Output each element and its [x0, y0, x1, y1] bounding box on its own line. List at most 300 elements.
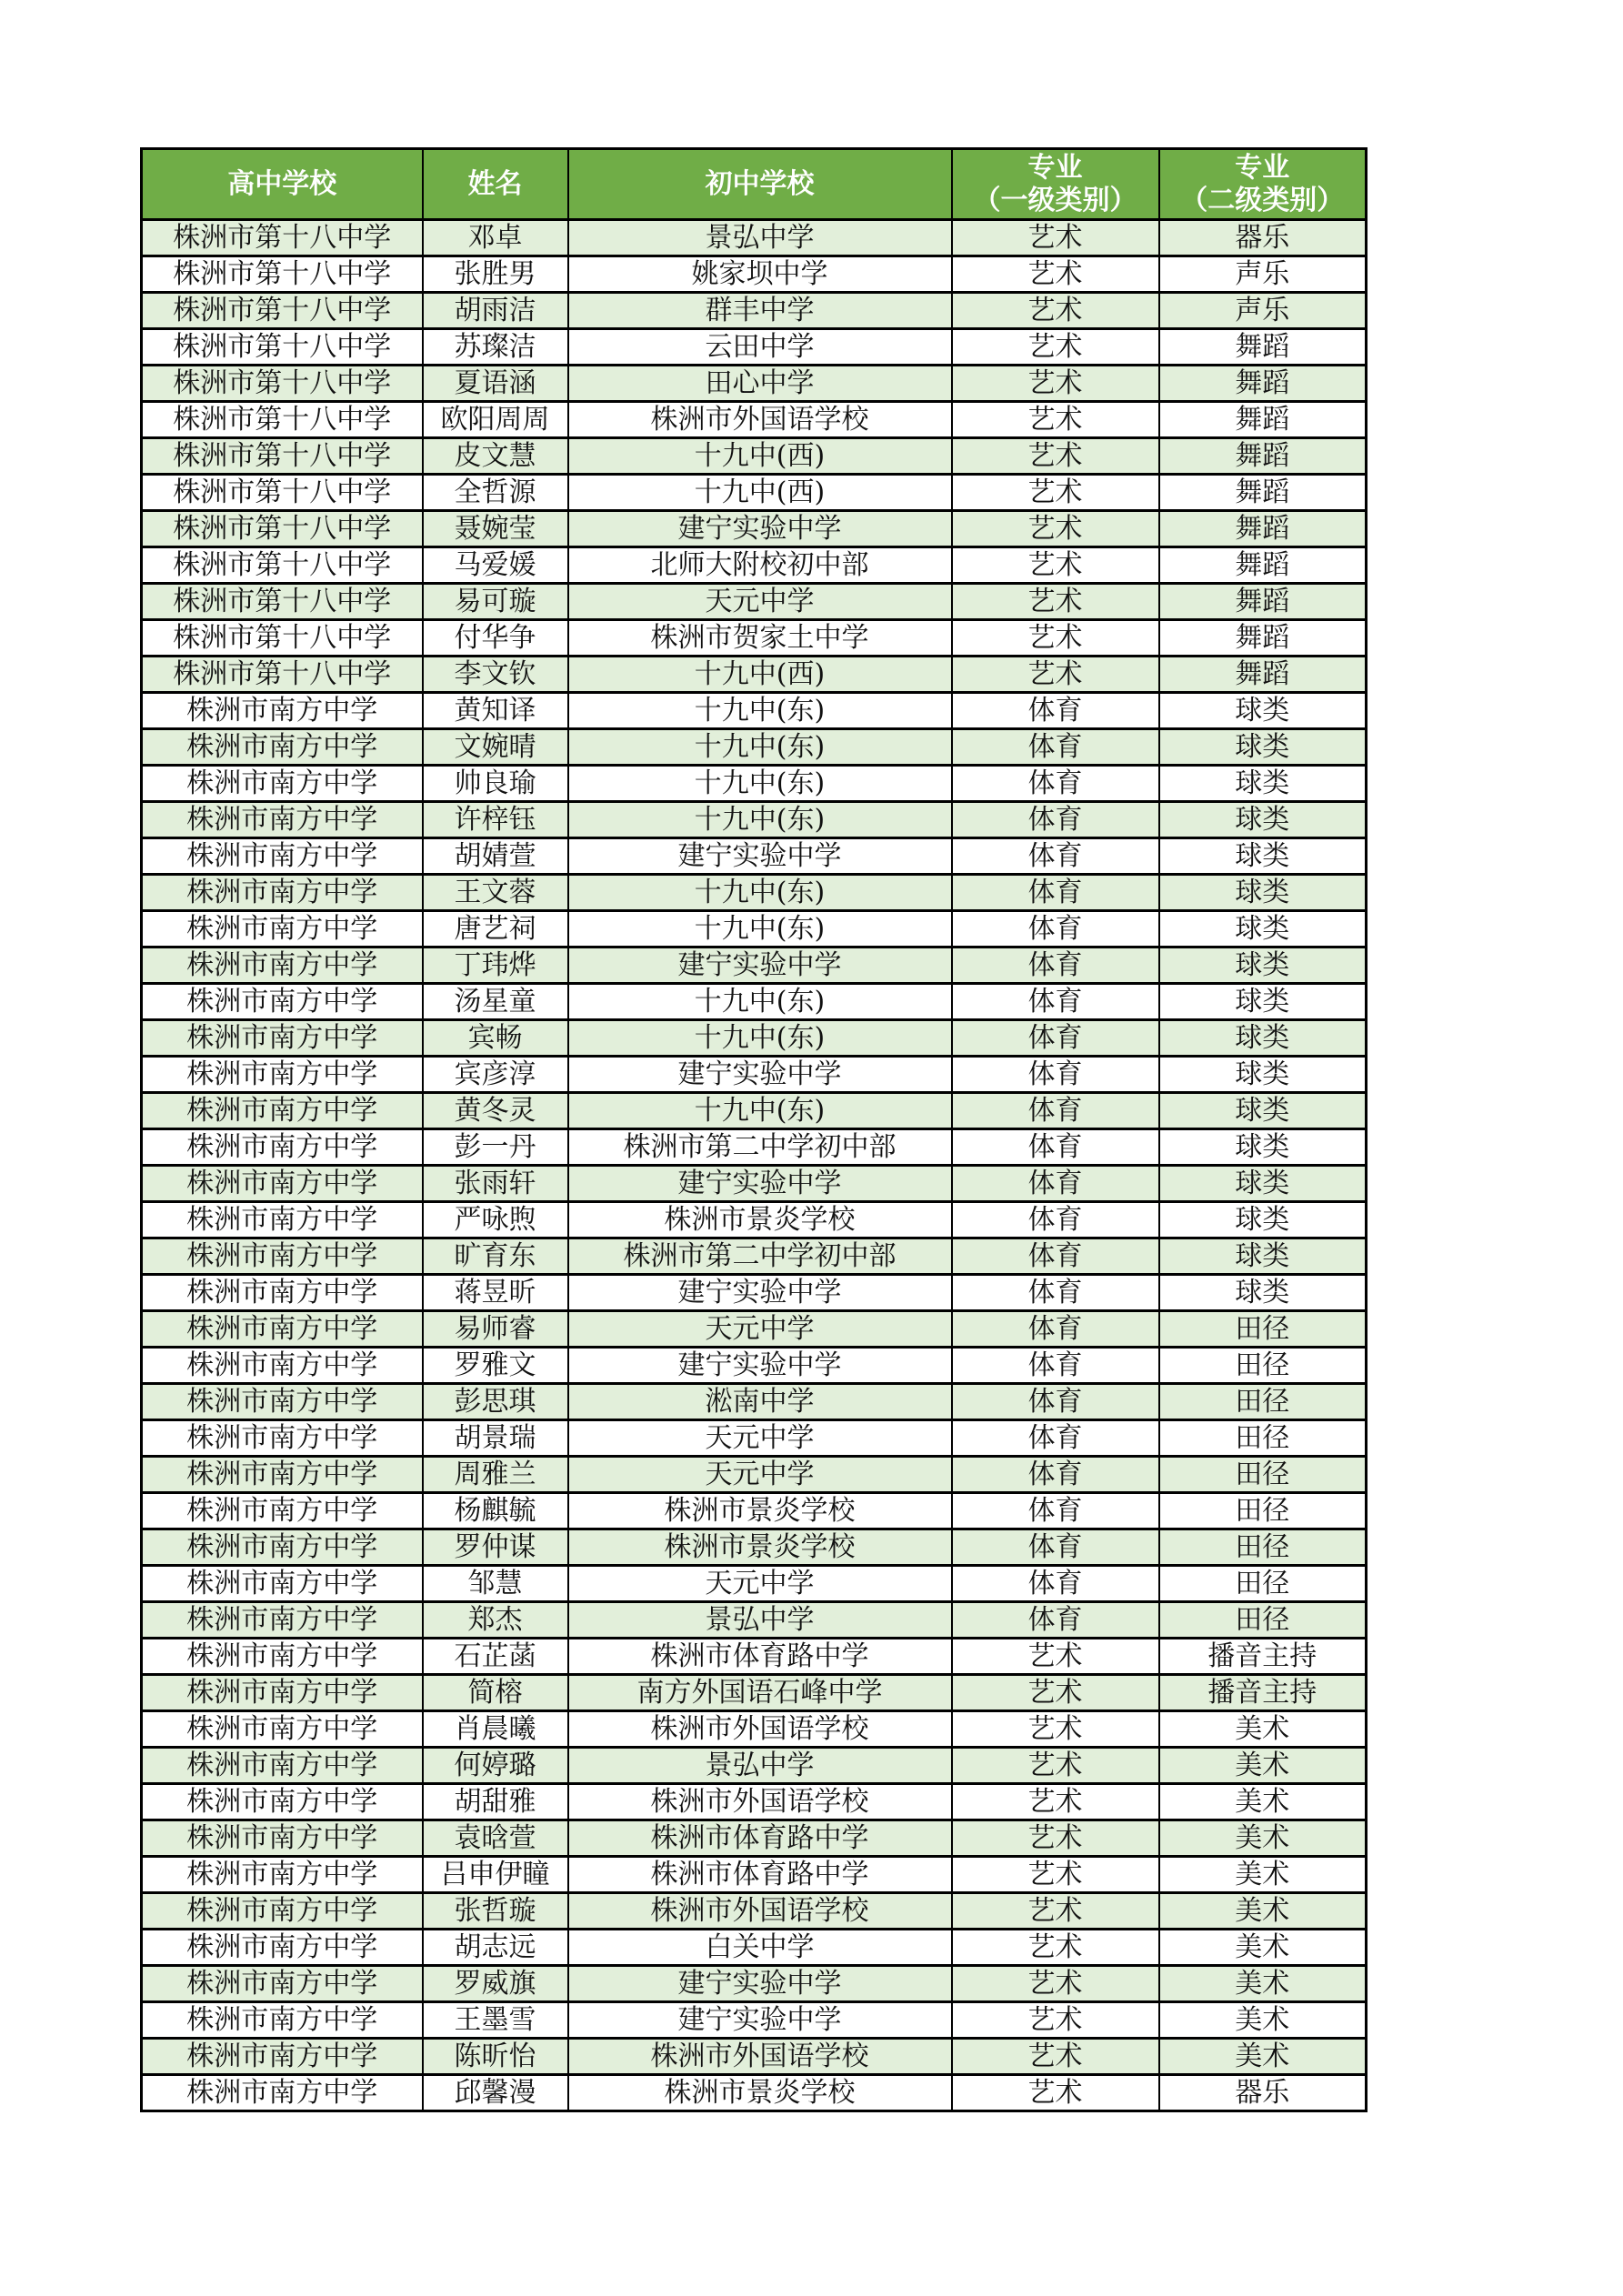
table-row: [142, 256, 1367, 293]
cell-student-name: 袁晗萱: [423, 1820, 568, 1857]
cell-major-level2: 球类: [1159, 1275, 1367, 1311]
cell-major-level2: 田径: [1159, 1457, 1367, 1493]
header-label: 专业: [1027, 151, 1083, 184]
cell-high-school: 株洲市南方中学: [142, 1348, 423, 1384]
table-row: [142, 1202, 1367, 1238]
table-row: [142, 947, 1367, 984]
table-row: [142, 984, 1367, 1020]
cell-major-level1: 艺术: [952, 620, 1159, 657]
table-row: [142, 293, 1367, 329]
cell-major-level2: 美术: [1159, 1930, 1367, 1966]
cell-student-name: 黄冬灵: [423, 1093, 568, 1129]
cell-junior-school: 株洲市外国语学校: [568, 1784, 952, 1820]
table-row: [142, 1093, 1367, 1129]
cell-major-level2: 田径: [1159, 1384, 1367, 1420]
cell-major-level1: 艺术: [952, 1857, 1159, 1893]
table-row: [142, 2002, 1367, 2039]
cell-high-school: 株洲市南方中学: [142, 1020, 423, 1057]
cell-high-school: 株洲市第十八中学: [142, 657, 423, 693]
cell-junior-school: 株洲市体育路中学: [568, 1639, 952, 1675]
cell-high-school: 株洲市南方中学: [142, 1602, 423, 1639]
cell-major-level2: 舞蹈: [1159, 657, 1367, 693]
cell-high-school: 株洲市南方中学: [142, 1166, 423, 1202]
table-row: [142, 438, 1367, 475]
cell-major-level2: 球类: [1159, 1166, 1367, 1202]
cell-major-level1: 艺术: [952, 402, 1159, 438]
cell-major-level1: 体育: [952, 1202, 1159, 1238]
cell-junior-school: 建宁实验中学: [568, 1275, 952, 1311]
table-row: [142, 875, 1367, 911]
table-row: [142, 584, 1367, 620]
cell-major-level2: 球类: [1159, 1129, 1367, 1166]
cell-junior-school: 建宁实验中学: [568, 2002, 952, 2039]
table-row: [142, 1784, 1367, 1820]
table-row: [142, 402, 1367, 438]
cell-student-name: 丁玮烨: [423, 947, 568, 984]
cell-junior-school: 景弘中学: [568, 220, 952, 256]
cell-junior-school: 十九中(西): [568, 657, 952, 693]
cell-student-name: 陈昕怡: [423, 2039, 568, 2075]
cell-major-level1: 艺术: [952, 657, 1159, 693]
cell-high-school: 株洲市第十八中学: [142, 220, 423, 256]
cell-student-name: 李文钦: [423, 657, 568, 693]
cell-major-level2: 舞蹈: [1159, 438, 1367, 475]
table-row: [142, 1675, 1367, 1711]
table-row: [142, 1348, 1367, 1384]
table-row: [142, 329, 1367, 366]
table-row: [142, 1529, 1367, 1566]
cell-major-level1: 体育: [952, 1238, 1159, 1275]
table-row: [142, 1820, 1367, 1857]
cell-junior-school: 十九中(东): [568, 766, 952, 802]
cell-major-level2: 器乐: [1159, 2075, 1367, 2111]
cell-student-name: 郑杰: [423, 1602, 568, 1639]
cell-junior-school: 十九中(东): [568, 875, 952, 911]
cell-junior-school: 北师大附校初中部: [568, 547, 952, 584]
cell-junior-school: 株洲市贺家土中学: [568, 620, 952, 657]
cell-major-level2: 田径: [1159, 1529, 1367, 1566]
cell-major-level2: 田径: [1159, 1566, 1367, 1602]
cell-junior-school: 十九中(西): [568, 438, 952, 475]
cell-student-name: 黄知译: [423, 693, 568, 729]
cell-high-school: 株洲市南方中学: [142, 1202, 423, 1238]
cell-major-level1: 体育: [952, 1529, 1159, 1566]
cell-student-name: 唐艺祠: [423, 911, 568, 947]
header-label: 姓名: [467, 167, 523, 200]
cell-student-name: 张哲璇: [423, 1893, 568, 1930]
table-row: [142, 1238, 1367, 1275]
table-row: [142, 1857, 1367, 1893]
cell-student-name: 张雨轩: [423, 1166, 568, 1202]
cell-junior-school: 建宁实验中学: [568, 1057, 952, 1093]
cell-major-level1: 艺术: [952, 2075, 1159, 2111]
table-row: [142, 220, 1367, 256]
cell-student-name: 石芷菡: [423, 1639, 568, 1675]
cell-junior-school: 十九中(东): [568, 911, 952, 947]
cell-major-level1: 体育: [952, 766, 1159, 802]
cell-major-level1: 艺术: [952, 1748, 1159, 1784]
cell-student-name: 严咏煦: [423, 1202, 568, 1238]
cell-student-name: 罗仲谋: [423, 1529, 568, 1566]
cell-major-level2: 舞蹈: [1159, 584, 1367, 620]
cell-student-name: 胡甜雅: [423, 1784, 568, 1820]
cell-student-name: 罗威旗: [423, 1966, 568, 2002]
cell-student-name: 吕申伊瞳: [423, 1857, 568, 1893]
admissions-table: [140, 147, 1368, 2112]
header-name: [423, 149, 568, 220]
table-body: [142, 220, 1367, 2111]
cell-high-school: 株洲市南方中学: [142, 1857, 423, 1893]
header-sublabel: （二级类别）: [1180, 184, 1345, 216]
cell-student-name: 欧阳周周: [423, 402, 568, 438]
cell-major-level1: 艺术: [952, 475, 1159, 511]
table-row: [142, 911, 1367, 947]
cell-major-level1: 体育: [952, 1420, 1159, 1457]
cell-junior-school: 天元中学: [568, 1457, 952, 1493]
cell-major-level2: 舞蹈: [1159, 511, 1367, 547]
header-junior-school: [568, 149, 952, 220]
cell-high-school: 株洲市南方中学: [142, 911, 423, 947]
cell-student-name: 王文蓉: [423, 875, 568, 911]
table-row: [142, 693, 1367, 729]
cell-student-name: 邓卓: [423, 220, 568, 256]
cell-major-level1: 体育: [952, 802, 1159, 838]
cell-high-school: 株洲市南方中学: [142, 1057, 423, 1093]
cell-student-name: 彭一丹: [423, 1129, 568, 1166]
cell-student-name: 胡志远: [423, 1930, 568, 1966]
table-row: [142, 1748, 1367, 1784]
cell-major-level1: 体育: [952, 875, 1159, 911]
cell-student-name: 旷育东: [423, 1238, 568, 1275]
table-row: [142, 1639, 1367, 1675]
cell-major-level2: 美术: [1159, 1820, 1367, 1857]
cell-major-level2: 田径: [1159, 1493, 1367, 1529]
cell-student-name: 周雅兰: [423, 1457, 568, 1493]
cell-high-school: 株洲市第十八中学: [142, 584, 423, 620]
cell-major-level1: 体育: [952, 1602, 1159, 1639]
cell-high-school: 株洲市南方中学: [142, 1711, 423, 1748]
header-major-level1: [952, 149, 1159, 220]
cell-major-level1: 体育: [952, 693, 1159, 729]
cell-high-school: 株洲市南方中学: [142, 1893, 423, 1930]
cell-junior-school: 田心中学: [568, 366, 952, 402]
cell-junior-school: 株洲市景炎学校: [568, 2075, 952, 2111]
table-row: [142, 838, 1367, 875]
cell-student-name: 邹慧: [423, 1566, 568, 1602]
cell-student-name: 彭思琪: [423, 1384, 568, 1420]
cell-junior-school: 十九中(西): [568, 475, 952, 511]
cell-student-name: 杨麒毓: [423, 1493, 568, 1529]
cell-high-school: 株洲市南方中学: [142, 1529, 423, 1566]
cell-high-school: 株洲市南方中学: [142, 984, 423, 1020]
cell-junior-school: 建宁实验中学: [568, 1348, 952, 1384]
cell-major-level1: 艺术: [952, 1784, 1159, 1820]
cell-student-name: 帅良瑜: [423, 766, 568, 802]
cell-high-school: 株洲市第十八中学: [142, 620, 423, 657]
table-row: [142, 1420, 1367, 1457]
cell-junior-school: 株洲市体育路中学: [568, 1820, 952, 1857]
cell-student-name: 邱馨漫: [423, 2075, 568, 2111]
cell-major-level1: 艺术: [952, 366, 1159, 402]
table-header: [142, 149, 1367, 220]
cell-major-level1: 体育: [952, 1020, 1159, 1057]
cell-junior-school: 云田中学: [568, 329, 952, 366]
cell-major-level1: 艺术: [952, 1966, 1159, 2002]
cell-major-level2: 球类: [1159, 1020, 1367, 1057]
cell-junior-school: 株洲市第二中学初中部: [568, 1238, 952, 1275]
cell-high-school: 株洲市南方中学: [142, 802, 423, 838]
cell-high-school: 株洲市南方中学: [142, 1639, 423, 1675]
cell-junior-school: 建宁实验中学: [568, 511, 952, 547]
cell-major-level2: 田径: [1159, 1420, 1367, 1457]
cell-major-level2: 球类: [1159, 693, 1367, 729]
table-row: [142, 1311, 1367, 1348]
cell-student-name: 易可璇: [423, 584, 568, 620]
table-row: [142, 802, 1367, 838]
cell-high-school: 株洲市南方中学: [142, 1129, 423, 1166]
cell-high-school: 株洲市第十八中学: [142, 475, 423, 511]
cell-major-level2: 舞蹈: [1159, 402, 1367, 438]
cell-high-school: 株洲市第十八中学: [142, 547, 423, 584]
cell-junior-school: 十九中(东): [568, 1020, 952, 1057]
cell-major-level1: 艺术: [952, 438, 1159, 475]
cell-major-level2: 美术: [1159, 2039, 1367, 2075]
cell-student-name: 宾彦淳: [423, 1057, 568, 1093]
cell-high-school: 株洲市南方中学: [142, 1238, 423, 1275]
cell-major-level2: 舞蹈: [1159, 329, 1367, 366]
cell-student-name: 胡景瑞: [423, 1420, 568, 1457]
cell-high-school: 株洲市第十八中学: [142, 293, 423, 329]
cell-major-level1: 体育: [952, 838, 1159, 875]
cell-major-level1: 艺术: [952, 1675, 1159, 1711]
cell-junior-school: 南方外国语石峰中学: [568, 1675, 952, 1711]
table-row: [142, 1166, 1367, 1202]
cell-major-level1: 体育: [952, 1311, 1159, 1348]
cell-junior-school: 天元中学: [568, 584, 952, 620]
cell-major-level2: 声乐: [1159, 293, 1367, 329]
header-label: 高中学校: [227, 167, 337, 200]
cell-high-school: 株洲市南方中学: [142, 838, 423, 875]
cell-junior-school: 株洲市景炎学校: [568, 1202, 952, 1238]
cell-student-name: 文婉晴: [423, 729, 568, 766]
table-row: [142, 1893, 1367, 1930]
cell-major-level2: 球类: [1159, 1238, 1367, 1275]
table-row: [142, 1966, 1367, 2002]
cell-major-level2: 球类: [1159, 766, 1367, 802]
cell-high-school: 株洲市第十八中学: [142, 511, 423, 547]
cell-student-name: 夏语涵: [423, 366, 568, 402]
header-major-level2: [1159, 149, 1367, 220]
cell-major-level1: 艺术: [952, 1820, 1159, 1857]
cell-high-school: 株洲市南方中学: [142, 766, 423, 802]
cell-major-level1: 艺术: [952, 2039, 1159, 2075]
cell-high-school: 株洲市南方中学: [142, 2002, 423, 2039]
header-high-school: [142, 149, 423, 220]
cell-junior-school: 建宁实验中学: [568, 838, 952, 875]
cell-major-level2: 美术: [1159, 1784, 1367, 1820]
table-row: [142, 1020, 1367, 1057]
cell-junior-school: 天元中学: [568, 1420, 952, 1457]
cell-major-level2: 球类: [1159, 875, 1367, 911]
cell-major-level2: 球类: [1159, 1202, 1367, 1238]
cell-junior-school: 十九中(东): [568, 1093, 952, 1129]
cell-high-school: 株洲市南方中学: [142, 1457, 423, 1493]
cell-junior-school: 天元中学: [568, 1311, 952, 1348]
table-row: [142, 2039, 1367, 2075]
cell-high-school: 株洲市南方中学: [142, 1820, 423, 1857]
cell-student-name: 罗雅文: [423, 1348, 568, 1384]
cell-major-level1: 艺术: [952, 1893, 1159, 1930]
cell-student-name: 皮文慧: [423, 438, 568, 475]
cell-major-level2: 舞蹈: [1159, 366, 1367, 402]
cell-junior-school: 十九中(东): [568, 693, 952, 729]
cell-high-school: 株洲市南方中学: [142, 1566, 423, 1602]
cell-major-level2: 田径: [1159, 1602, 1367, 1639]
cell-major-level1: 艺术: [952, 220, 1159, 256]
table-row: [142, 366, 1367, 402]
cell-junior-school: 株洲市体育路中学: [568, 1857, 952, 1893]
table-row: [142, 1384, 1367, 1420]
cell-high-school: 株洲市南方中学: [142, 1748, 423, 1784]
cell-student-name: 肖晨曦: [423, 1711, 568, 1748]
cell-major-level2: 球类: [1159, 1093, 1367, 1129]
cell-high-school: 株洲市南方中学: [142, 1675, 423, 1711]
header-row: [142, 149, 1367, 220]
cell-junior-school: 十九中(东): [568, 984, 952, 1020]
cell-major-level1: 体育: [952, 911, 1159, 947]
cell-junior-school: 建宁实验中学: [568, 1966, 952, 2002]
cell-student-name: 全哲源: [423, 475, 568, 511]
cell-student-name: 简榕: [423, 1675, 568, 1711]
cell-major-level1: 艺术: [952, 329, 1159, 366]
cell-major-level2: 舞蹈: [1159, 547, 1367, 584]
cell-student-name: 汤星童: [423, 984, 568, 1020]
cell-major-level2: 球类: [1159, 947, 1367, 984]
cell-student-name: 王墨雪: [423, 2002, 568, 2039]
cell-high-school: 株洲市第十八中学: [142, 329, 423, 366]
table-row: [142, 657, 1367, 693]
table-row: [142, 475, 1367, 511]
cell-student-name: 聂婉莹: [423, 511, 568, 547]
cell-student-name: 付华争: [423, 620, 568, 657]
cell-major-level1: 体育: [952, 1348, 1159, 1384]
cell-major-level2: 美术: [1159, 1748, 1367, 1784]
cell-junior-school: 建宁实验中学: [568, 947, 952, 984]
cell-major-level2: 器乐: [1159, 220, 1367, 256]
table-row: [142, 2075, 1367, 2111]
header-sublabel: （一级类别）: [973, 184, 1137, 216]
cell-high-school: 株洲市第十八中学: [142, 438, 423, 475]
header-label: 专业: [1235, 151, 1290, 184]
cell-major-level2: 田径: [1159, 1311, 1367, 1348]
cell-student-name: 马爱媛: [423, 547, 568, 584]
cell-major-level2: 美术: [1159, 1711, 1367, 1748]
table-row: [142, 1930, 1367, 1966]
table-row: [142, 1711, 1367, 1748]
cell-junior-school: 天元中学: [568, 1566, 952, 1602]
cell-major-level1: 体育: [952, 984, 1159, 1020]
cell-high-school: 株洲市南方中学: [142, 1275, 423, 1311]
cell-high-school: 株洲市第十八中学: [142, 366, 423, 402]
table-row: [142, 1493, 1367, 1529]
cell-student-name: 胡婧萱: [423, 838, 568, 875]
cell-major-level1: 体育: [952, 1493, 1159, 1529]
cell-major-level1: 体育: [952, 729, 1159, 766]
cell-major-level1: 艺术: [952, 1639, 1159, 1675]
cell-major-level1: 体育: [952, 1457, 1159, 1493]
cell-major-level2: 美术: [1159, 1857, 1367, 1893]
table-row: [142, 1566, 1367, 1602]
cell-high-school: 株洲市南方中学: [142, 1966, 423, 2002]
cell-major-level1: 艺术: [952, 1711, 1159, 1748]
cell-major-level2: 播音主持: [1159, 1639, 1367, 1675]
cell-major-level1: 体育: [952, 1566, 1159, 1602]
cell-high-school: 株洲市南方中学: [142, 1093, 423, 1129]
cell-major-level2: 美术: [1159, 1966, 1367, 2002]
cell-junior-school: 株洲市外国语学校: [568, 2039, 952, 2075]
cell-student-name: 何婷璐: [423, 1748, 568, 1784]
cell-major-level1: 艺术: [952, 1930, 1159, 1966]
cell-major-level1: 艺术: [952, 547, 1159, 584]
cell-high-school: 株洲市南方中学: [142, 1930, 423, 1966]
cell-major-level2: 球类: [1159, 911, 1367, 947]
cell-student-name: 胡雨洁: [423, 293, 568, 329]
cell-high-school: 株洲市南方中学: [142, 1384, 423, 1420]
cell-major-level1: 体育: [952, 1057, 1159, 1093]
table-row: [142, 1057, 1367, 1093]
cell-major-level1: 体育: [952, 1275, 1159, 1311]
cell-major-level2: 田径: [1159, 1348, 1367, 1384]
cell-major-level2: 美术: [1159, 2002, 1367, 2039]
table-row: [142, 729, 1367, 766]
cell-junior-school: 株洲市景炎学校: [568, 1493, 952, 1529]
cell-high-school: 株洲市南方中学: [142, 947, 423, 984]
cell-major-level2: 播音主持: [1159, 1675, 1367, 1711]
cell-major-level1: 体育: [952, 1129, 1159, 1166]
table-row: [142, 1275, 1367, 1311]
cell-junior-school: 株洲市景炎学校: [568, 1529, 952, 1566]
cell-major-level2: 美术: [1159, 1893, 1367, 1930]
cell-junior-school: 株洲市第二中学初中部: [568, 1129, 952, 1166]
cell-major-level2: 球类: [1159, 984, 1367, 1020]
cell-junior-school: 十九中(东): [568, 802, 952, 838]
cell-high-school: 株洲市南方中学: [142, 875, 423, 911]
cell-high-school: 株洲市南方中学: [142, 729, 423, 766]
cell-major-level1: 体育: [952, 1093, 1159, 1129]
cell-junior-school: 群丰中学: [568, 293, 952, 329]
cell-major-level1: 体育: [952, 947, 1159, 984]
cell-major-level2: 球类: [1159, 838, 1367, 875]
cell-junior-school: 建宁实验中学: [568, 1166, 952, 1202]
cell-major-level1: 艺术: [952, 584, 1159, 620]
cell-major-level2: 声乐: [1159, 256, 1367, 293]
cell-student-name: 宾畅: [423, 1020, 568, 1057]
table-row: [142, 1602, 1367, 1639]
cell-major-level2: 球类: [1159, 802, 1367, 838]
cell-major-level1: 艺术: [952, 293, 1159, 329]
cell-student-name: 张胜男: [423, 256, 568, 293]
cell-high-school: 株洲市南方中学: [142, 1420, 423, 1457]
cell-junior-school: 十九中(东): [568, 729, 952, 766]
cell-major-level2: 球类: [1159, 1057, 1367, 1093]
cell-junior-school: 株洲市外国语学校: [568, 1711, 952, 1748]
cell-junior-school: 景弘中学: [568, 1748, 952, 1784]
cell-student-name: 许梓钰: [423, 802, 568, 838]
cell-junior-school: 景弘中学: [568, 1602, 952, 1639]
cell-major-level2: 舞蹈: [1159, 475, 1367, 511]
cell-high-school: 株洲市南方中学: [142, 1784, 423, 1820]
table-row: [142, 620, 1367, 657]
